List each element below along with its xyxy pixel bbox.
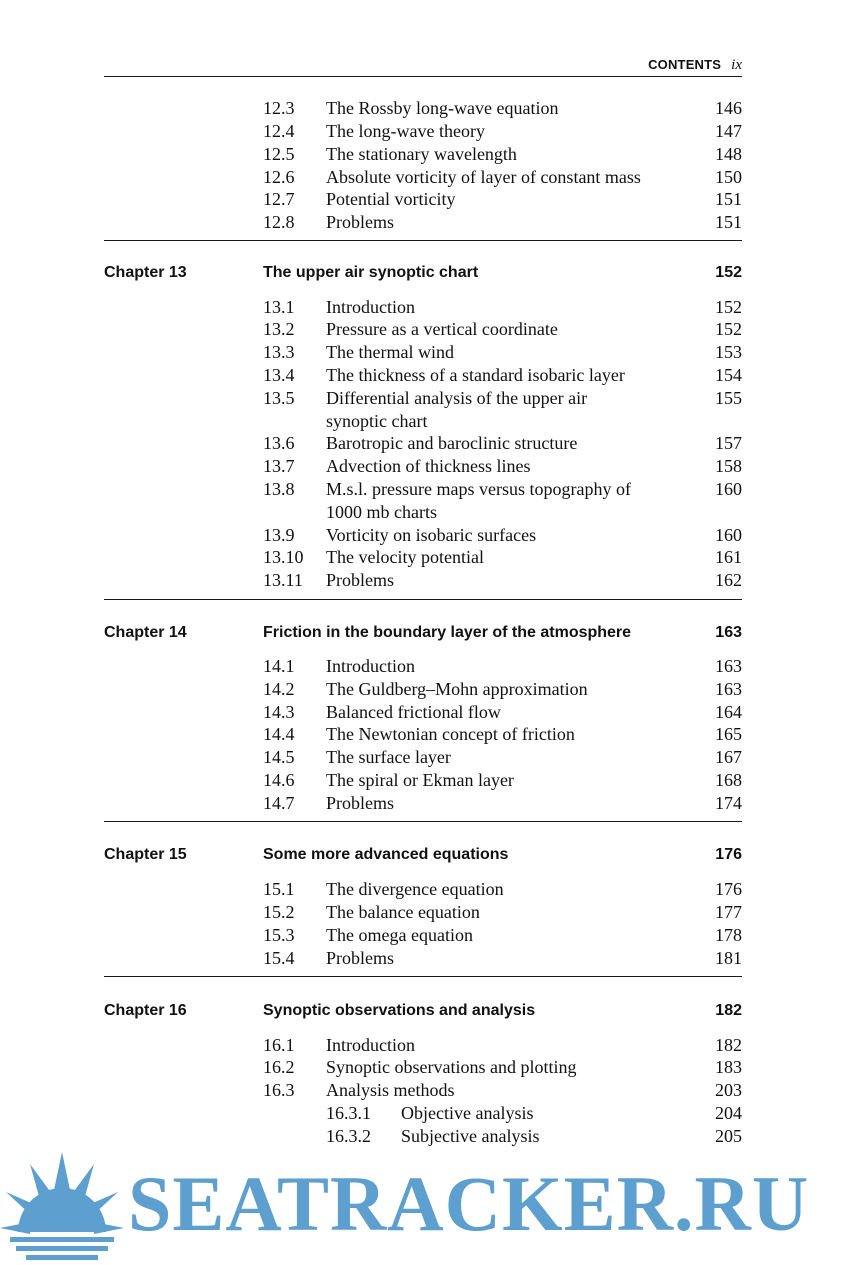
chapter-heading-15[interactable]: Chapter 15 Some more advanced equations 176 [104, 846, 742, 863]
toc-entry[interactable]: 12.5 The stationary wavelength 148 [263, 144, 742, 164]
toc-entry[interactable]: 13.8 M.s.l. pressure maps versus topography of 160 [263, 479, 742, 499]
chapter-heading-14[interactable]: Chapter 14 Friction in the boundary layer of the atmosphere 163 [104, 624, 742, 641]
running-head-page-number: ix [731, 57, 742, 73]
toc-entry[interactable]: 13.1 Introduction 152 [263, 297, 742, 317]
running-head-label: CONTENTS [648, 57, 722, 72]
toc-entry[interactable]: 15.2 The balance equation 177 [263, 902, 742, 922]
toc-entry-continuation: 1000 mb charts [326, 502, 437, 522]
toc-entry[interactable]: 13.4 The thickness of a standard isobaric layer 154 [263, 365, 742, 385]
toc-entry[interactable]: 13.9 Vorticity on isobaric surfaces 160 [263, 525, 742, 545]
toc-entry[interactable]: 13.5 Differential analysis of the upper air 155 [263, 388, 742, 408]
chapter-rule [104, 976, 742, 977]
toc-entry[interactable]: 13.2 Pressure as a vertical coordinate 152 [263, 319, 742, 339]
toc-subentry[interactable]: 16.3.1 Objective analysis 204 [326, 1103, 742, 1123]
running-head [104, 56, 742, 76]
chapter-rule [104, 821, 742, 822]
toc-entry[interactable]: 13.3 The thermal wind 153 [263, 342, 742, 362]
toc-entry[interactable]: 16.2 Synoptic observations and plotting 183 [263, 1057, 742, 1077]
toc-entry[interactable]: 13.6 Barotropic and baroclinic structure 157 [263, 433, 742, 453]
toc-entry[interactable]: 13.11 Problems 162 [263, 570, 742, 590]
toc-entry[interactable]: 12.7 Potential vorticity 151 [263, 189, 742, 209]
toc-entry[interactable]: 12.8 Problems 151 [263, 212, 742, 232]
toc-entry[interactable]: 13.7 Advection of thickness lines 158 [263, 456, 742, 476]
toc-entry[interactable]: 14.3 Balanced frictional flow 164 [263, 702, 742, 722]
toc-entry-continuation: synoptic chart [326, 411, 428, 431]
chapter-rule [104, 240, 742, 241]
chapter-heading-16[interactable]: Chapter 16 Synoptic observations and analysis 182 [104, 1002, 742, 1019]
toc-entry[interactable]: 14.7 Problems 174 [263, 793, 742, 813]
chapter-rule [104, 599, 742, 600]
toc-entry[interactable]: 15.3 The omega equation 178 [263, 925, 742, 945]
toc-entry[interactable]: 14.6 The spiral or Ekman layer 168 [263, 770, 742, 790]
chapter-heading-13[interactable]: Chapter 13 The upper air synoptic chart 152 [104, 264, 742, 281]
toc-entry[interactable]: 12.4 The long-wave theory 147 [263, 121, 742, 141]
toc-entry[interactable]: 14.4 The Newtonian concept of friction 165 [263, 724, 742, 744]
toc-entry[interactable]: 12.6 Absolute vorticity of layer of constant mass 150 [263, 167, 742, 187]
toc-entry[interactable]: 15.4 Problems 181 [263, 948, 742, 968]
toc-entry[interactable]: 16.3 Analysis methods 203 [263, 1080, 742, 1100]
watermark-text: SEATRACKER.RU [128, 1160, 810, 1247]
toc-entry[interactable]: 14.1 Introduction 163 [263, 656, 742, 676]
toc-entry[interactable]: 16.1 Introduction 182 [263, 1035, 742, 1055]
header-rule [104, 76, 742, 77]
toc-entry[interactable]: 15.1 The divergence equation 176 [263, 879, 742, 899]
toc-entry[interactable]: 14.5 The surface layer 167 [263, 747, 742, 767]
toc-subentry[interactable]: 16.3.2 Subjective analysis 205 [326, 1126, 742, 1146]
toc-entry[interactable]: 12.3 The Rossby long-wave equation 146 [263, 98, 742, 118]
toc-entry[interactable]: 14.2 The Guldberg–Mohn approximation 163 [263, 679, 742, 699]
toc-entry[interactable]: 13.10 The velocity potential 161 [263, 547, 742, 567]
